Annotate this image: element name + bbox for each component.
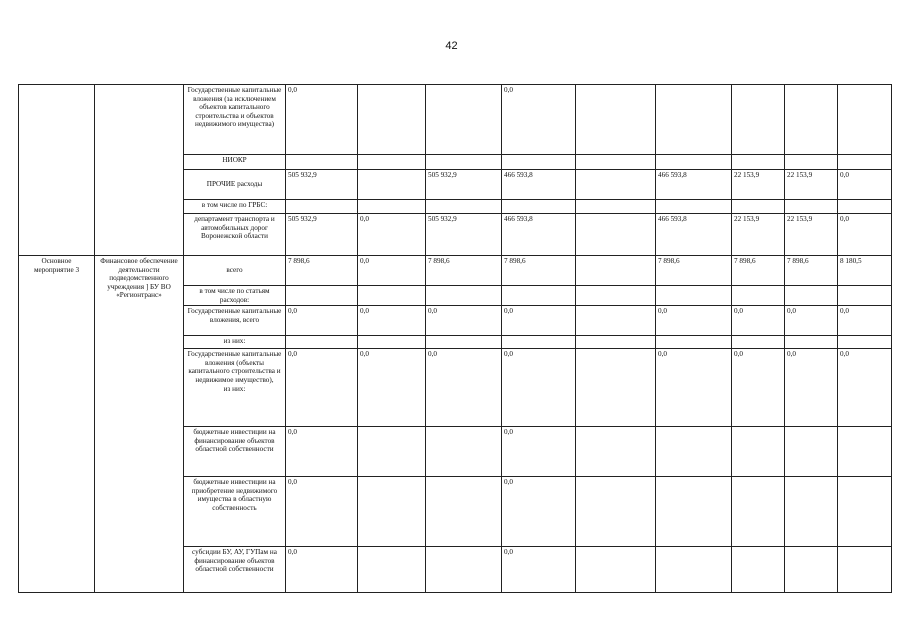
value-cell: 7 898,6 bbox=[426, 256, 502, 286]
value-cell: 0,0 bbox=[732, 306, 785, 336]
value-cell bbox=[732, 477, 785, 547]
value-cell bbox=[358, 85, 426, 155]
value-cell: 0,0 bbox=[838, 306, 892, 336]
row-label: Государственные капитальные вложения, всего bbox=[184, 306, 286, 336]
value-cell: 0,0 bbox=[502, 349, 576, 427]
value-cell bbox=[732, 427, 785, 477]
value-cell bbox=[576, 286, 656, 306]
value-cell bbox=[502, 200, 576, 214]
value-cell bbox=[838, 85, 892, 155]
value-cell: 0,0 bbox=[502, 306, 576, 336]
row-label: ПРОЧИЕ расходы bbox=[184, 170, 286, 200]
value-cell bbox=[785, 336, 838, 349]
value-cell: 0,0 bbox=[656, 349, 732, 427]
value-cell: 0,0 bbox=[426, 306, 502, 336]
value-cell: 0,0 bbox=[286, 477, 358, 547]
value-cell: 7 898,6 bbox=[656, 256, 732, 286]
value-cell bbox=[576, 477, 656, 547]
value-cell: 505 932,9 bbox=[286, 170, 358, 200]
value-cell bbox=[656, 336, 732, 349]
value-cell bbox=[502, 336, 576, 349]
value-cell: 0,0 bbox=[785, 349, 838, 427]
value-cell: 7 898,6 bbox=[286, 256, 358, 286]
value-cell bbox=[785, 547, 838, 593]
empty-cell bbox=[95, 85, 184, 256]
value-cell bbox=[732, 85, 785, 155]
value-cell: 466 593,8 bbox=[656, 170, 732, 200]
value-cell bbox=[576, 200, 656, 214]
value-cell bbox=[576, 85, 656, 155]
value-cell: 0,0 bbox=[502, 547, 576, 593]
value-cell bbox=[732, 286, 785, 306]
value-cell: 505 932,9 bbox=[286, 214, 358, 256]
page-number: 42 bbox=[445, 40, 458, 52]
value-cell bbox=[785, 85, 838, 155]
value-cell bbox=[502, 155, 576, 170]
value-cell: 0,0 bbox=[358, 256, 426, 286]
value-cell: 466 593,8 bbox=[502, 170, 576, 200]
value-cell bbox=[502, 286, 576, 306]
value-cell bbox=[358, 286, 426, 306]
main-event-title: Основное мероприятие 3 bbox=[19, 256, 95, 593]
value-cell: 0,0 bbox=[358, 214, 426, 256]
value-cell bbox=[426, 155, 502, 170]
value-cell: 466 593,8 bbox=[502, 214, 576, 256]
value-cell bbox=[838, 336, 892, 349]
value-cell bbox=[838, 477, 892, 547]
value-cell bbox=[576, 547, 656, 593]
row-label: субсидии БУ, АУ, ГУПам на финансирование объектов областной собственности bbox=[184, 547, 286, 593]
value-cell bbox=[426, 547, 502, 593]
value-cell: 0,0 bbox=[286, 547, 358, 593]
value-cell: 8 180,5 bbox=[838, 256, 892, 286]
value-cell bbox=[286, 286, 358, 306]
value-cell bbox=[732, 200, 785, 214]
row-label: из них: bbox=[184, 336, 286, 349]
value-cell bbox=[576, 170, 656, 200]
budget-table bbox=[18, 84, 892, 593]
value-cell bbox=[656, 155, 732, 170]
row-label: в том числе по статьям расходов: bbox=[184, 286, 286, 306]
value-cell: 466 593,8 bbox=[656, 214, 732, 256]
value-cell bbox=[426, 427, 502, 477]
value-cell bbox=[426, 336, 502, 349]
value-cell: 7 898,6 bbox=[732, 256, 785, 286]
row-label: всего bbox=[184, 256, 286, 286]
value-cell: 0,0 bbox=[426, 349, 502, 427]
value-cell bbox=[358, 155, 426, 170]
value-cell bbox=[785, 477, 838, 547]
table-row bbox=[19, 85, 892, 155]
row-label-text: Государственные капитальные вложения (объекты капитального строительства и недвижимое имущество), bbox=[187, 350, 282, 384]
value-cell bbox=[358, 336, 426, 349]
value-cell: 0,0 bbox=[286, 349, 358, 427]
value-cell bbox=[838, 427, 892, 477]
value-cell: 0,0 bbox=[838, 349, 892, 427]
value-cell bbox=[286, 155, 358, 170]
value-cell: 22 153,9 bbox=[785, 170, 838, 200]
value-cell bbox=[785, 155, 838, 170]
value-cell bbox=[426, 200, 502, 214]
value-cell bbox=[426, 477, 502, 547]
value-cell: 22 153,9 bbox=[732, 170, 785, 200]
value-cell bbox=[358, 427, 426, 477]
value-cell bbox=[576, 336, 656, 349]
row-label: бюджетные инвестиции на приобретение недвижимого имущества в областную собственность bbox=[184, 477, 286, 547]
value-cell bbox=[286, 336, 358, 349]
value-cell: 22 153,9 bbox=[732, 214, 785, 256]
value-cell: 0,0 bbox=[502, 427, 576, 477]
value-cell bbox=[838, 200, 892, 214]
value-cell: 0,0 bbox=[358, 349, 426, 427]
value-cell bbox=[785, 200, 838, 214]
value-cell bbox=[656, 427, 732, 477]
value-cell: 7 898,6 bbox=[785, 256, 838, 286]
value-cell bbox=[576, 214, 656, 256]
value-cell bbox=[838, 547, 892, 593]
value-cell bbox=[576, 306, 656, 336]
row-sublabel: из них: bbox=[223, 384, 246, 393]
value-cell: 0,0 bbox=[732, 349, 785, 427]
value-cell bbox=[358, 200, 426, 214]
value-cell: 0,0 bbox=[838, 214, 892, 256]
value-cell bbox=[838, 155, 892, 170]
value-cell bbox=[358, 170, 426, 200]
value-cell bbox=[286, 200, 358, 214]
table-row bbox=[19, 256, 892, 286]
value-cell bbox=[785, 427, 838, 477]
value-cell bbox=[576, 349, 656, 427]
value-cell bbox=[426, 286, 502, 306]
value-cell bbox=[656, 477, 732, 547]
row-label: Государственные капитальные вложения (за исключением объектов капитального строительства и объектов недвижимого имущества) bbox=[184, 85, 286, 155]
value-cell bbox=[656, 200, 732, 214]
value-cell bbox=[576, 256, 656, 286]
value-cell bbox=[576, 155, 656, 170]
value-cell bbox=[576, 427, 656, 477]
value-cell: 0,0 bbox=[502, 85, 576, 155]
value-cell bbox=[732, 336, 785, 349]
value-cell: 7 898,6 bbox=[502, 256, 576, 286]
value-cell bbox=[426, 85, 502, 155]
value-cell: 505 932,9 bbox=[426, 170, 502, 200]
value-cell bbox=[656, 85, 732, 155]
row-label: бюджетные инвестиции на финансирование объектов областной собственности bbox=[184, 427, 286, 477]
value-cell: 0,0 bbox=[286, 85, 358, 155]
value-cell: 505 932,9 bbox=[426, 214, 502, 256]
value-cell bbox=[358, 547, 426, 593]
main-event-description: Финансовое обеспечение деятельности подведомственного учреждения ] БУ ВО «Регионтранс» bbox=[95, 256, 184, 593]
value-cell bbox=[785, 286, 838, 306]
value-cell bbox=[656, 286, 732, 306]
value-cell: 0,0 bbox=[358, 306, 426, 336]
row-label bbox=[184, 349, 286, 427]
value-cell: 0,0 bbox=[838, 170, 892, 200]
row-label: департамент транспорта и автомобильных дорог Воронежской области bbox=[184, 214, 286, 256]
value-cell: 22 153,9 bbox=[785, 214, 838, 256]
value-cell bbox=[732, 155, 785, 170]
value-cell: 0,0 bbox=[656, 306, 732, 336]
value-cell bbox=[358, 477, 426, 547]
empty-cell bbox=[19, 85, 95, 256]
value-cell: 0,0 bbox=[785, 306, 838, 336]
value-cell: 0,0 bbox=[286, 427, 358, 477]
value-cell: 0,0 bbox=[502, 477, 576, 547]
row-label: в том числе по ГРБС: bbox=[184, 200, 286, 214]
value-cell bbox=[656, 547, 732, 593]
value-cell: 0,0 bbox=[286, 306, 358, 336]
row-label: НИОКР bbox=[184, 155, 286, 170]
value-cell bbox=[838, 286, 892, 306]
value-cell bbox=[732, 547, 785, 593]
